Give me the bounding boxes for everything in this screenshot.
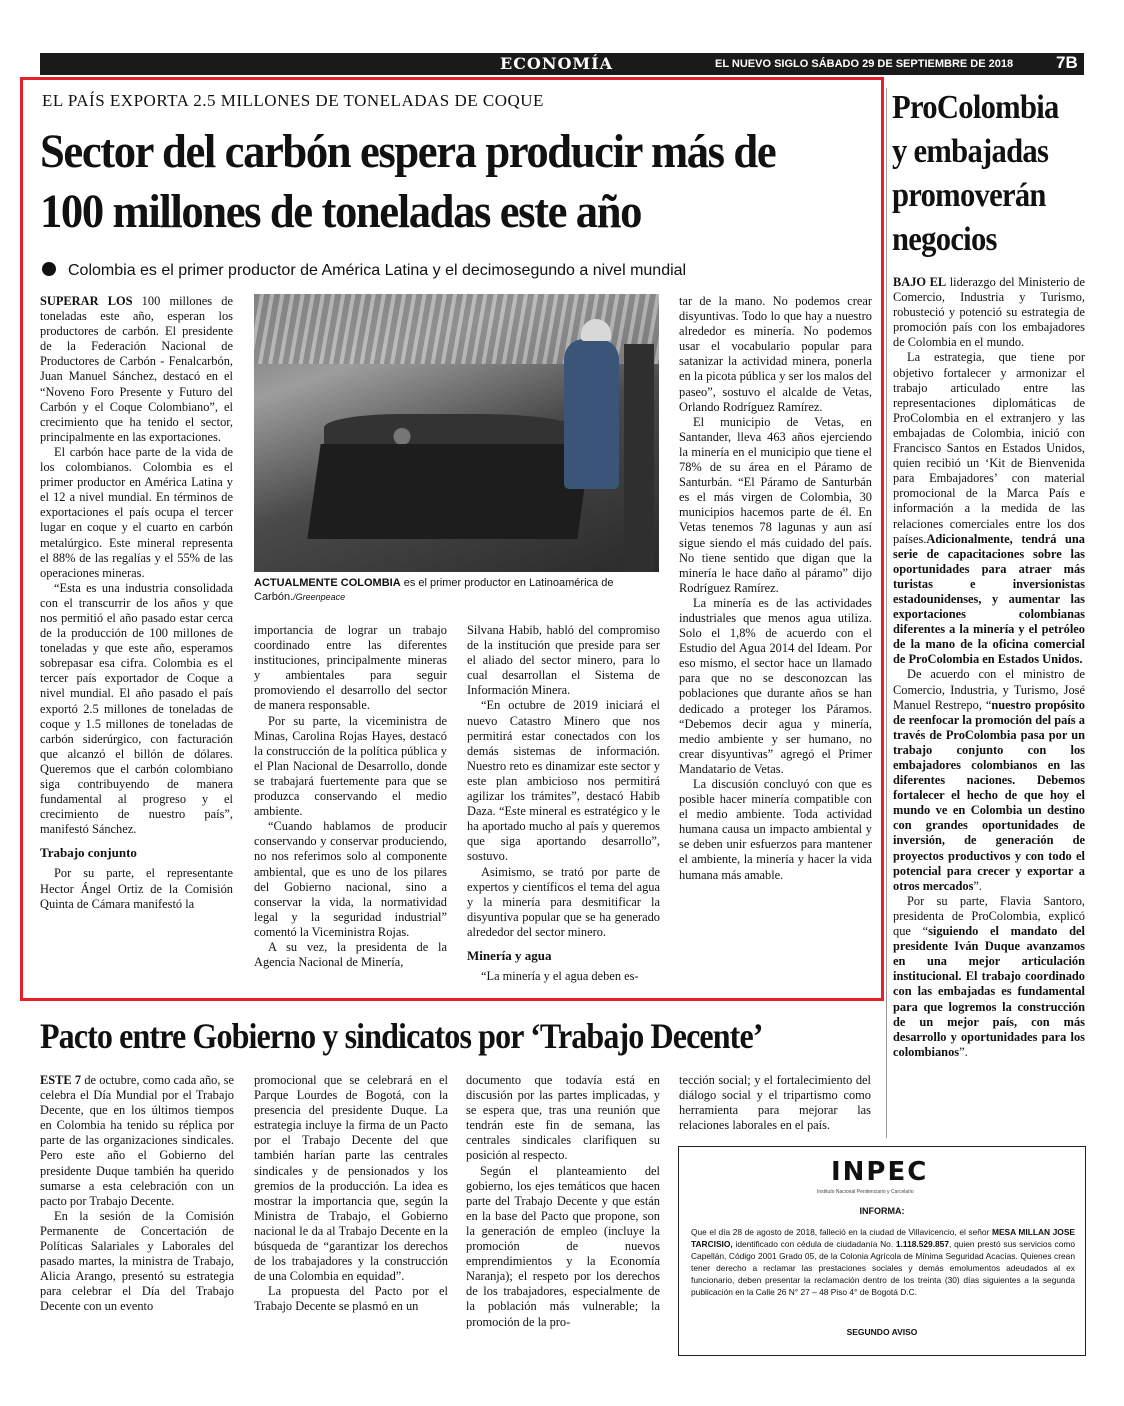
- paragraph-text: de octubre, como cada año, se celebra el Día Mundial por el Trabajo Decente, que en los últimos tiempos en Colombia ha tenido su réplica por parte de las organizaciones sindicales. Pero este año el Gobierno del presidente Duque también ha querido sumarse a esta celebración con un pacto por Trabajo Decente.: [40, 1073, 234, 1208]
- article-column-3: [467, 623, 660, 984]
- pacto-column-2: [254, 1073, 448, 1315]
- pacto-column-4: [679, 1073, 871, 1133]
- paragraph: Silvana Habib, habló del compromiso de la institución que preside para ser el aliado del sector minero, para lo cual desarrollan el Sistema de Información Minera.: [467, 623, 660, 698]
- inpec-notice: [678, 1146, 1086, 1356]
- paragraph: “Esta es una industria consolidada con el transcurrir de los años y que nos permitió el año pasado estar cerca de la producción de 100 millones de toneladas y que este año, esperamos sobrepasar esa cifra. Colombia es el tercer país exportador de Coque a nivel mundial. El año pasado el país exportó 2.5 millones de toneladas de coque y 1.5 millones de toneladas de carbón siderúrgico, con facturación que alcanzó el billón de dólares. Queremos que el carbón colombiano siga contribuyendo de manera fundamental al progreso y el crecimiento de nuestro país”, manifestó Sánchez.: [40, 580, 233, 837]
- page-number: 7B: [1056, 53, 1078, 72]
- paragraph: tar de la mano. No podemos crear disyuntivas. Todo lo que hay a nuestro alrededor es minería. No podemos usar el vocabulario popular para satanizar la actividad minera, ponerla en la picota pública y ser los malos del paseo”, sostuvo el alcalde de Vetas, Orlando Rodríguez Ramírez.: [679, 294, 872, 414]
- column-subheading: Minería y agua: [467, 947, 552, 963]
- photo-post: [624, 344, 654, 572]
- paragraph: La discusión concluyó con que es posible hacer minería compatible con el medio ambiente. Toda actividad humana causa un impacto ambiental y se deben unir esfuerzos para mantener el ambiente, la minería y hacer la vida humana más amable.: [679, 777, 872, 882]
- paragraph: [893, 275, 1085, 350]
- paragraph: [40, 1073, 234, 1209]
- paragraph-text: ”.: [973, 878, 983, 893]
- paper-date: EL NUEVO SIGLO SÁBADO 29 DE SEPTIEMBRE DE 2018: [715, 58, 1014, 70]
- paragraph: Según el planteamiento del gobierno, los ejes temáticos que hacen parte del Trabajo Decente y que están en la base del Pacto que propone, son la generación de empleo (incluye la promoción de nuevos emprendimientos y la Economía Naranja); el respeto por los derechos de los trabajadores, especialmente de la población más vulnerable; la promoción de la pro-: [466, 1163, 660, 1329]
- section-label: ECONOMÍA: [500, 54, 614, 73]
- paragraph: Asimismo, se trató por parte de expertos y científicos el tema del agua y la minería para desmitificar la disyuntiva popular que se ha generado alrededor del sector minero.: [467, 864, 660, 939]
- pacto-headline: Pacto entre Gobierno y sindicatos por ‘Trabajo Decente’: [40, 1016, 763, 1056]
- article-column-1: [40, 294, 233, 912]
- notice-text-part: identificado con cédula de ciudadanía No.: [732, 1239, 896, 1249]
- inpec-logo: INPEC: [831, 1157, 929, 1187]
- caption-lead: ACTUALMENTE COLOMBIA: [254, 577, 401, 589]
- paragraph: “En octubre de 2019 iniciará el nuevo Catastro Minero que nos permitirá estar conectados con los demás sistemas de información. Nuestro reto es dinamizar este sector y este plan ambicioso nos permitirá agilizar los trámites”, destacó Habib Daza. “Este mineral es estratégico y le ha aportado mucho al país y queremos que siga aportando desarrollo”, sostuvo.: [467, 698, 660, 864]
- quote-text: siguiendo el mandato del presidente Iván Duque avanzamos en una mejor articulación institucional. El trabajo coordinado con las embajadas es fundamental para que logremos la construcción de un mejor país, con más desarrollo y oportunidades para los colombianos: [893, 924, 1085, 1059]
- paragraph: documento que todavía está en discusión por las partes implicadas, y se espera que, tras una reunión que tendrán este fin de semana, las centrales sindicales clarifiquen su posición al respecto.: [466, 1073, 660, 1163]
- article-headline: Sector del carbón espera producir más de 100 millones de toneladas este año: [40, 125, 776, 238]
- photo-miner: [564, 339, 619, 489]
- paragraph: [893, 350, 1085, 667]
- paragraph: tección social; y el fortalecimiento del diálogo social y el tripartismo como herramienta para mejorar las relaciones laborales en el país.: [679, 1073, 871, 1133]
- caption-text: es el primer productor en Latinoamérica de Carbón.: [254, 577, 614, 603]
- paragraph: La minería es de las actividades industriales que menos agua utiliza. Solo el 1,8% de acuerdo con el Estudio del Agua 2014 del Ideam. Por eso mismo, el sector hace un llamado para que no se desconozcan las poblaciones que durante años se han dedicado a proteger los Páramos. “Debemos decir agua y minería, medio ambiente y ser humano, no crear disyuntivas” agregó el Primer Mandatario de Vetas.: [679, 595, 872, 776]
- paragraph: La propuesta del Pacto por el Trabajo Decente se plasmó en un: [254, 1284, 448, 1314]
- lead-words: SUPERAR LOS: [40, 294, 133, 308]
- paragraph: importancia de lograr un trabajo coordinado entre las diferentes instituciones, principalmente mineras y ambientales para seguir promoviendo el desarrollo del sector de manera responsable.: [254, 623, 447, 713]
- paragraph: “La minería y el agua deben es-: [481, 969, 639, 984]
- paragraph-text: 100 millones de toneladas este año, esperan los productores de carbón. El presidente de la Federación Nacional de Productores de Carbón - Fenalcarbón, Juan Manuel Sánchez, destacó en el “Noveno Foro Presente y Futuro del Carbón y el Coque Colombiano”, el crecimiento que ha tenido el sector, principalmente en las exportaciones.: [40, 294, 233, 444]
- paragraph: [893, 667, 1085, 893]
- paragraph-text: La estrategia, que tiene por objetivo fortalecer y armonizar el trabajo articulado entre las representaciones diplomáticas de ProColombia en el extranjero y las embajadas de Colombia, inició con Francisco Santos en Estados Unidos, quien recibió un ‘Kit de Bienvenida para Embajadores’ con material promocional de la Marca País e información a la medida de las relaciones comerciales entre los dos países.: [893, 350, 1085, 546]
- paragraph: A su vez, la presidenta de la Agencia Nacional de Minería,: [254, 939, 447, 970]
- cedula-number: 1.118.529.857: [895, 1239, 950, 1249]
- deceased-name: MESA MILLAN JOSE TARCISIO,: [691, 1227, 1075, 1249]
- lead-words: ESTE 7: [40, 1073, 82, 1087]
- photo-mine-cart: [307, 444, 590, 539]
- paragraph: [893, 894, 1085, 1060]
- article-column-4: [679, 294, 872, 883]
- article-kicker: EL PAÍS EXPORTA 2.5 MILLONES DE TONELADAS DE COQUE: [42, 91, 544, 110]
- paragraph: En la sesión de la Comisión Permanente de Concertación de Políticas Salariales y Laborales del pasado martes, la ministra de Trabajo, Alicia Arango, presentó su estrategia para celebrar el Día del Trabajo Decente con un evento: [40, 1208, 234, 1314]
- column-subheading: Trabajo conjunto: [40, 845, 137, 861]
- quote-text: nuestro propósito de reenfocar la promoción del país a través de ProColombia pasa por un trabajo conjunto con los embajadores colombianos en las diferentes naciones. Debemos fortalecer el hecho de que hoy el mundo ve en Colombia un destino con grandes oportunidades de inversión, de generación de proyectos productivos y con todo el potencial para crecer y exportar a otros mercados: [893, 697, 1085, 893]
- pacto-column-1: [40, 1073, 234, 1315]
- paragraph-text: liderazgo del Ministerio de Comercio, Industria y Turismo, robusteció y potenció su estrategia de promoción país con los embajadores de Colombia en el mundo.: [893, 275, 1085, 350]
- pacto-column-3: [466, 1073, 660, 1330]
- right-article-headline: ProColombia y embajadas promoverán negocios: [892, 89, 1059, 258]
- column-divider: [886, 88, 887, 1138]
- paragraph-text: De acuerdo con el ministro de Comercio, Industria, y Turismo, José Manuel Restrepo, “: [893, 667, 1085, 712]
- paragraph: promocional que se celebrará en el Parque Lourdes de Bogotá, con la presencia del presidente Duque. La estrategia incluye la firma de un Pacto por el Trabajo Decente del que también harían parte las centrales sindicales y de pensionados y los gremios de la producción. La idea es mostrar la importancia que, según la Ministra de Trabajo, el Gobierno nacional le da al Trabajo Decente en la búsqueda de “garantizar los derechos de los trabajadores y la construcción de una Colombia en equidad”.: [254, 1073, 448, 1284]
- subhead-text: Colombia es el primer productor de América Latina y el decimosegundo a nivel mundial: [68, 262, 687, 279]
- paragraph: El municipio de Vetas, en Santander, lleva 463 años ejerciendo la minería en el municipio que tiene el 78% de su área en el Páramo de Santurbán. “El Páramo de Santurbán es el más virgen de Colombia, 30 municipios hacemos parte de él. En Vetas tenemos 78 lagunas y aun así sigue siendo el más cuidado del país. No tiene sentido que digan que la minería le hace daño al páramo” dijo Rodríguez Ramírez.: [679, 414, 872, 595]
- paragraph: Por su parte, la viceministra de Minas, Carolina Rojas Hayes, destacó la construcción de la política pública y el Plan Nacional de Desarrollo, donde se trabajará fuertemente para que se produzca conservando el medio ambiente.: [254, 713, 447, 819]
- paragraph-text: Por su parte, Flavia Santoro, presidenta de ProColombia, explicó que “: [893, 893, 1085, 939]
- notice-text-part: , quien prestó sus servicios como Capellán, Código 2001 Grado 05, de la Colonia Agrícola de Mínima Seguridad Acacías. Quienes crean tener derecho a reclamar las prestaciones sociales y demás emolumentos adeudados al ex funcionario, deben presentar la reclamación dentro de los treinta (30) días siguientes a la segunda publicación en la Calle 26 N° 27 – 48 Piso 4° de Bogotá D.C.: [691, 1239, 1075, 1297]
- photo-credit: /Greenpeace: [293, 592, 346, 602]
- paragraph-text: ”.: [959, 1044, 968, 1059]
- bullet-icon: [42, 262, 56, 276]
- inpec-logo-subtitle: Instituto Nacional Penitenciario y Carcelario: [817, 1189, 914, 1195]
- right-article-column: [893, 275, 1085, 1060]
- paragraph: [40, 294, 233, 445]
- notice-text-part: Que el día 28 de agosto de 2018, falleció en la ciudad de Villavicencio, el señor: [691, 1227, 992, 1237]
- photo-helmet: [581, 319, 611, 341]
- notice-footer: SEGUNDO AVISO: [846, 1327, 918, 1337]
- article-column-2: [254, 623, 447, 970]
- photo-caption: [254, 576, 659, 604]
- notice-heading: INFORMA:: [859, 1206, 905, 1216]
- lead-words: BAJO EL: [893, 275, 947, 289]
- notice-text: [691, 1226, 1075, 1298]
- article-subhead: [42, 262, 686, 280]
- paragraph-bold-text: Adicionalmente, tendrá una serie de capacitaciones sobre las oportunidades para atraer más turistas e inversionistas estadounidenses, y aumentar las exportaciones colombianas diferentes a la minería y el petróleo de la mano de la oficina comercial de ProColombia en Estados Unidos.: [893, 531, 1085, 667]
- paragraph: “Cuando hablamos de producir conservando y conservar produciendo, no nos referimos solo al componente ambiental, que es uno de los pilares del Gobierno nacional, sino a conservar la vida, la normatividad legal y la seguridad industrial” comentó la Viceministra Rojas.: [254, 819, 447, 939]
- paragraph: Por su parte, el representante Hector Ángel Ortiz de la Comisión Quinta de Cámara manifestó la: [40, 866, 233, 911]
- coal-mine-photo: [254, 294, 659, 572]
- paragraph: El carbón hace parte de la vida de los colombianos. Colombia es el primer productor en América Latina y el 12 a nivel mundial. En términos de exportaciones el país ocupa el tercer lugar en coque y el cuarto en carbón metalúrgico. Este mineral representa el 88% de las regalías y el 55% de las operaciones mineras.: [40, 444, 233, 580]
